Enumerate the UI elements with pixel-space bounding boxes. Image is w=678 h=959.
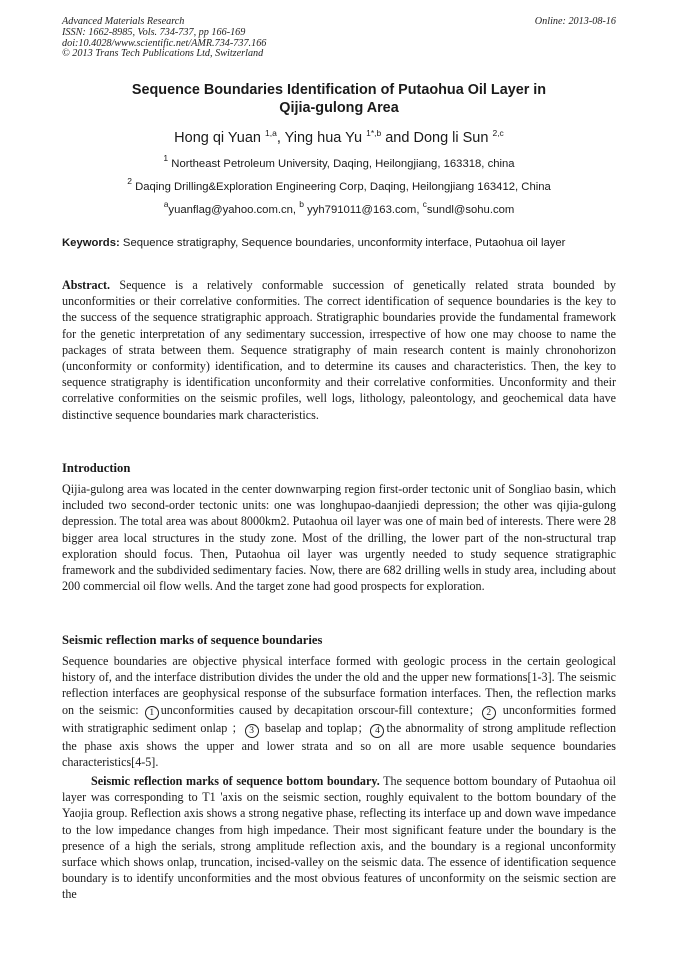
author-list <box>62 129 616 147</box>
email-mark: c <box>422 199 427 209</box>
bottom-boundary-lead: Seismic reflection marks of sequence bottom boundary. <box>91 774 380 788</box>
author-name: Ying hua Yu <box>284 130 363 146</box>
seismic-paragraph <box>62 653 616 770</box>
affiliation-mark: 1 <box>163 153 169 163</box>
bottom-boundary-text: The sequence bottom boundary of Putaohua oil layer was corresponding to T1 'axis on the seismic section, roughly equivalent to the bottom boundary of the Yaojia group. Reflection axis shows a strong negative phase, reflecting its interface up and down wave impedance to the low impedance changes from high impedance. Their most significant feature under the boundary is the presence of a high the serials, strong amplitude reflection axis, and the boundary is a regional unconformity surface which shows onlap, truncation, incised-valley on the seismic data. The essence of identification sequence boundary is to identify unconformities and the most obvious features of unconformity on the seismic section are the <box>62 774 616 902</box>
online-date: Online: 2013-08-16 <box>534 16 616 27</box>
affiliation-1 <box>62 153 616 171</box>
seismic-text: unconformities formed with stratigraphic sediment onlap ； <box>62 702 616 735</box>
affiliation-2 <box>62 176 616 194</box>
keywords <box>62 236 616 250</box>
introduction-paragraph: Qijia-gulong area was located in the center downwarping region first-order tectonic unit of Songliao basin, which included two second-order tectonic units: one was longhupao-daanjiedi depression; the other was qijia-gulong depression. The total area was about 8000km2. Putaohua oil layer was one of main bed of interests. There were 28 bigger area local structures in the study zone. Most of the drilling, the lower part of the non-structural trap exploration should focus. Then, Putaohua oil layer was urgently needed to study sequence stratigraphic framework and the subdivided sedimentary facies. Now, there are 682 drilling wells in study area, including about 200 commercial oil flow wells. And the target zone had good prospects for exploration. <box>62 482 616 594</box>
abstract-label: Abstract. <box>62 278 111 292</box>
seismic-text: unconformities caused by decapitation orscour-fill contexture； <box>160 702 481 717</box>
section-heading-seismic: Seismic reflection marks of sequence boundaries <box>62 633 323 647</box>
email-link[interactable]: yuanflag@yahoo.com.cn, <box>168 204 300 216</box>
keywords-label: Keywords: <box>62 237 120 249</box>
seismic-text: the abnormality of strong amplitude reflection the phase axis shows the upper and lower strata and so on all are more usable sequence boundaries characteristics[4-5]. <box>62 720 616 769</box>
circled-number-4: 4 <box>370 724 384 738</box>
doi-line[interactable]: doi:10.4028/www.scientific.net/AMR.734-737.166 <box>62 37 267 49</box>
author-affiliation-mark: 2,c <box>492 128 504 138</box>
affiliation-mark: 2 <box>127 176 132 186</box>
section-heading-introduction: Introduction <box>62 461 131 475</box>
author-affiliation-mark: 1*,b <box>366 128 382 138</box>
journal-name: Advanced Materials Research <box>62 16 185 27</box>
journal-header <box>62 17 266 60</box>
author-separator: and <box>381 130 414 146</box>
circled-number-3: 3 <box>245 724 259 738</box>
affiliation-text: Northeast Petroleum University, Daqing, Heilongjiang, 163318, china <box>171 158 515 170</box>
seismic-text: baselap and toplap； <box>260 720 370 735</box>
circled-number-1: 1 <box>145 706 159 720</box>
email-link[interactable]: sundl@sohu.com <box>426 204 515 216</box>
author-separator: , <box>276 130 285 146</box>
keywords-text: Sequence stratigraphy, Sequence boundaries, unconformity interface, Putaohua oil layer <box>122 237 566 249</box>
paper-title <box>62 81 616 117</box>
abstract-text: Sequence is a relatively conformable succession of genetically related strata bounded by unconformities or their correlative conformities. The correct identification of sequence boundaries is the key to the success of the sequence stratigraphic approach. Stratigraphic boundaries provide the fundamental framework for the genetic interpretation of any sedimentary succession, irrespective of how one may choose to name the packages of strata between them. Sequence stratigraphy of main research content is mainly chronohorizon (unconformity or conformity) identification, and to determine its causes and characteristics. Then, the key to sequence stratigraphy is identification unconformity and their correlative conformities. Unconformity and their correlative conformities on the seismic profiles, well logs, lithology, paleontology, and geochemical data have distinctive sequence boundaries mark characteristics. <box>62 278 616 422</box>
affiliation-text: Daqing Drilling&Exploration Engineering Corp, Daqing, Heilongjiang 163412, China <box>135 181 551 193</box>
author-name: Dong li Sun <box>413 130 489 146</box>
circled-number-2: 2 <box>482 706 496 720</box>
title-line-2: Qijia-gulong Area <box>279 100 399 116</box>
author-name: Hong qi Yuan <box>174 130 261 146</box>
email-mark: a <box>163 199 169 209</box>
author-emails <box>62 199 616 217</box>
issn-line: ISSN: 1662-8985, Vols. 734-737, pp 166-169 <box>62 26 246 38</box>
email-mark: b <box>299 199 304 209</box>
seismic-text: Sequence boundaries are objective physical interface formed with geologic process in the certain geological history of, and the interface distribution divides the under the old and the upper new formations[1-3]. The seismic reflection interfaces are geophysical response of the subsurface formation interfaces. Then, the reflection marks on the seismic: <box>62 654 616 717</box>
author-affiliation-mark: 1,a <box>265 128 277 138</box>
copyright-line: © 2013 Trans Tech Publications Ltd, Switzerland <box>62 48 264 60</box>
title-line-1: Sequence Boundaries Identification of Putaohua Oil Layer in <box>131 82 547 98</box>
email-link[interactable]: yyh791011@163.com, <box>307 204 423 216</box>
bottom-boundary-paragraph <box>62 773 616 903</box>
abstract <box>62 277 616 423</box>
